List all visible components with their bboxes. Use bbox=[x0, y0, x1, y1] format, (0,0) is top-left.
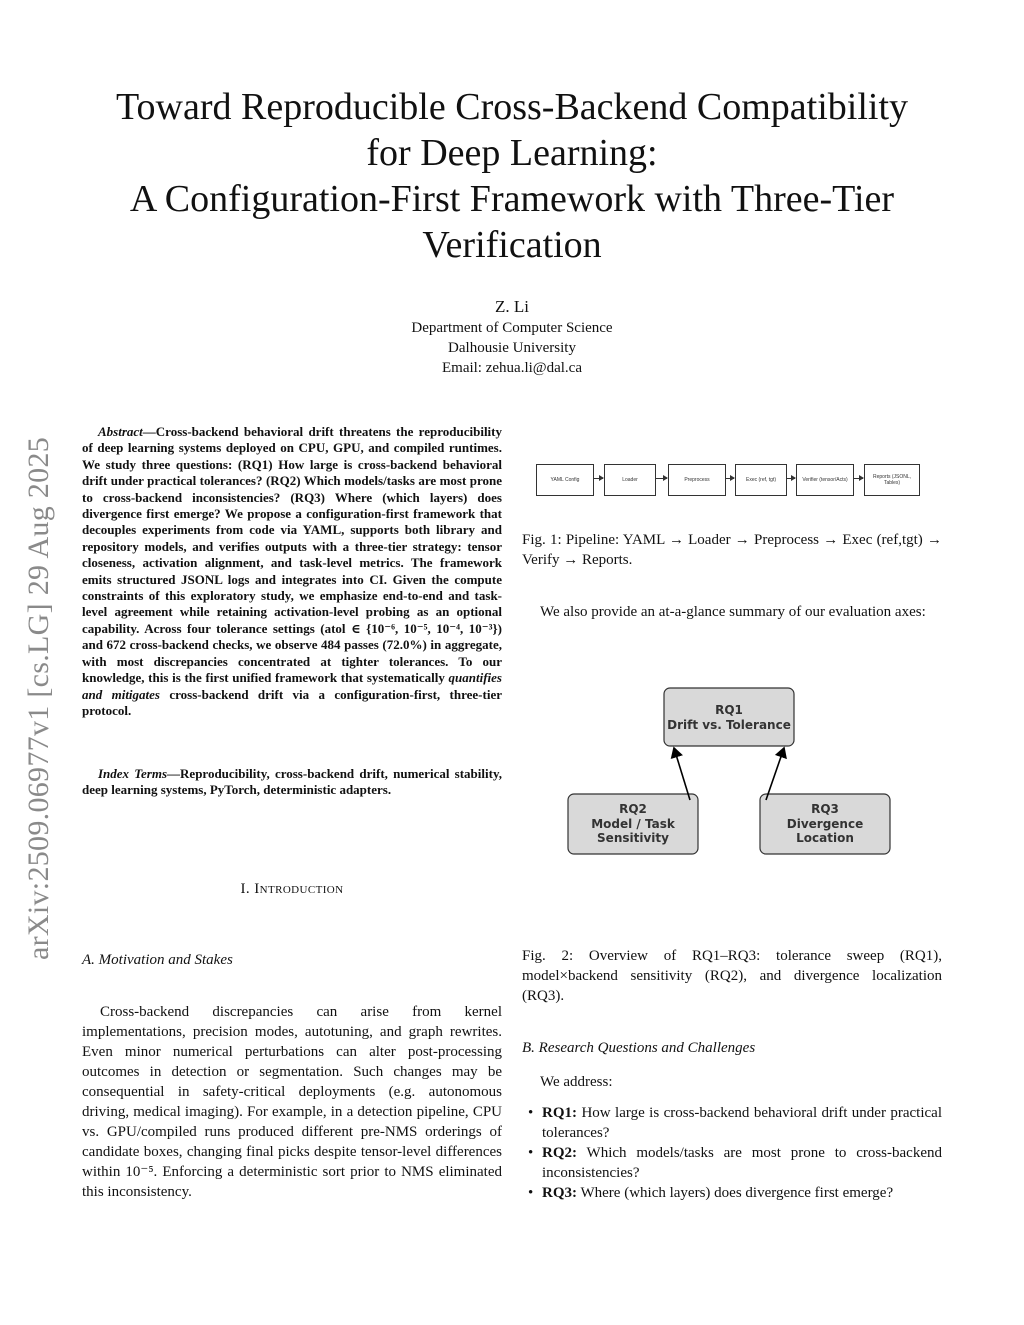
figure-2-rq-overview bbox=[560, 684, 900, 860]
rq2-title: RQ2 bbox=[619, 802, 647, 816]
arrow-rq2-to-rq1 bbox=[674, 748, 690, 800]
author-email: Email: zehua.li@dal.ca bbox=[441, 360, 582, 376]
index-terms-label: Index Terms bbox=[98, 766, 168, 781]
pipeline-box-exec: Exec (ref, tgt) bbox=[735, 464, 787, 496]
abstract-text: —Cross-backend behavioral drift threatens the reproducibility of deep learning systems deployed on CPU, GPU, and compiled runtimes. We study three questions: (RQ1) How large is cross-backend behavioral drift under practical tolerances? (RQ2) Which models/tasks are most prone to cross-backend inconsistencies? (RQ3) Where (which layers) does divergence first emerge? We propose a configuration-first framework that decouples experiments from code via YAML, supports both library and repository models, and verifies outputs with a three-tier strategy: tensor closeness, activation alignment, and task-level metrics. The framework emits structured JSONL logs and integrates into CI. Given the compute constraints of this exploratory study, we emphasize end-to-end and task-level agreement while retaining activation-level probing as an optional capability. Across four tolerance settings (atol ∈ {10⁻⁶, 10⁻⁵, 10⁻⁴, 10⁻³}) and 672 cross-backend checks, we observe 484 passes (72.0%) in aggregate, with most discrepancies concentrated at tighter tolerances. To our knowledge, this is the first unified framework that systematically bbox=[82, 424, 502, 686]
subsection-a-label: A. bbox=[82, 952, 95, 968]
pipeline-arrow bbox=[786, 478, 795, 479]
section-number: I. bbox=[240, 881, 251, 897]
pipeline-arrow bbox=[593, 478, 603, 479]
subsection-a-title: Motivation and Stakes bbox=[98, 952, 233, 968]
pipeline-box-preprocess: Preprocess bbox=[668, 464, 726, 496]
rq-label: RQ2: bbox=[542, 1145, 577, 1161]
author-block bbox=[312, 296, 712, 378]
abstract-label: Abstract bbox=[98, 424, 143, 439]
abstract bbox=[82, 424, 502, 719]
rq-label: RQ3: bbox=[542, 1185, 577, 1201]
subsection-b-label: B. bbox=[522, 1040, 535, 1056]
author-department: Department of Computer Science bbox=[411, 320, 613, 336]
rq3-line-1: Divergence bbox=[786, 817, 864, 831]
rq-text: How large is cross-backend behavioral drift under practical tolerances? bbox=[542, 1105, 943, 1141]
pipeline-arrow bbox=[853, 478, 863, 479]
list-item bbox=[522, 1143, 942, 1183]
pipeline-arrow bbox=[655, 478, 667, 479]
rq1-subtitle: Drift vs. Tolerance bbox=[667, 718, 791, 732]
index-terms bbox=[82, 766, 502, 799]
rq1-node bbox=[664, 688, 794, 746]
rq-text: Where (which layers) does divergence first emerge? bbox=[580, 1185, 894, 1201]
pipeline-box-reports: Reports (JSONL, Tables) bbox=[864, 464, 920, 496]
subsection-b-heading bbox=[522, 1040, 942, 1057]
index-terms-text: —Reproducibility, cross-backend drift, numerical stability, deep learning systems, PyTorch, deterministic adapters. bbox=[82, 766, 502, 798]
title-line: Verification bbox=[422, 224, 602, 266]
pipeline-box-verifier: Verifier (tensor/Acts) bbox=[796, 464, 854, 496]
title-line: A Configuration-First Framework with Three-Tier bbox=[129, 178, 895, 220]
section-heading bbox=[82, 881, 502, 898]
rq-text: Which models/tasks are most prone to cross-backend inconsistencies? bbox=[542, 1145, 942, 1181]
figure-2-caption: Fig. 2: Overview of RQ1–RQ3: tolerance sweep (RQ1), model×backend sensitivity (RQ2), and divergence localization (RQ3). bbox=[522, 948, 942, 1004]
author-name: Z. Li bbox=[495, 297, 529, 316]
rq3-title: RQ3 bbox=[811, 802, 839, 816]
paper-title bbox=[60, 84, 964, 268]
arxiv-stamp: arXiv:2509.06977v1 [cs.LG] 29 Aug 2025 bbox=[22, 436, 55, 960]
subsection-b-title: Research Questions and Challenges bbox=[538, 1040, 756, 1056]
pipeline-arrow bbox=[725, 478, 734, 479]
list-item bbox=[522, 1183, 942, 1203]
abstract-text-end: cross-backend drift via a configuration-first, three-tier protocol. bbox=[82, 686, 502, 718]
rq2-line-1: Model / Task bbox=[591, 817, 675, 831]
subsection-a-heading bbox=[82, 952, 502, 969]
arrow-rq3-to-rq1 bbox=[766, 748, 784, 800]
rq3-line-2: Location bbox=[796, 831, 854, 845]
author-university: Dalhousie University bbox=[448, 340, 576, 356]
rq-label: RQ1: bbox=[542, 1105, 577, 1121]
we-address: We address: bbox=[540, 1074, 613, 1090]
pipeline-box-yaml: YAML Config bbox=[536, 464, 594, 496]
figure-1-pipeline bbox=[536, 460, 920, 500]
rq1-title: RQ1 bbox=[715, 703, 743, 717]
title-line: for Deep Learning: bbox=[366, 132, 658, 174]
section-title: Introduction bbox=[254, 881, 344, 897]
title-line: Toward Reproducible Cross-Backend Compatibility bbox=[115, 86, 909, 128]
abstract-emphasis: quantifies and mitigates bbox=[82, 670, 502, 702]
list-item bbox=[522, 1103, 942, 1143]
pipeline-box-loader: Loader bbox=[604, 464, 656, 496]
glance-intro: We also provide an at-a-glance summary of our evaluation axes: bbox=[540, 604, 926, 620]
motivation-paragraph: Cross-backend discrepancies can arise from kernel implementations, precision modes, autotuning, and graph rewrites. Even minor numerical perturbations can alter post-processing outcomes in detection or segmentation. Such changes may be consequential in safety-critical deployments (e.g. autonomous driving, medical imaging). For example, in a detection pipeline, CPU vs. GPU/compiled runs produced different pre-NMS orderings of candidate boxes, changing final picks despite tensor-level differences within 10⁻⁵. Enforcing a deterministic sort prior to NMS eliminated this inconsistency. bbox=[82, 1004, 502, 1200]
figure-1-caption: Fig. 1: Pipeline: YAML → Loader → Preprocess → Exec (ref,tgt) → Verify → Reports. bbox=[522, 532, 942, 568]
research-question-list bbox=[522, 1103, 942, 1203]
rq2-line-2: Sensitivity bbox=[597, 831, 669, 845]
